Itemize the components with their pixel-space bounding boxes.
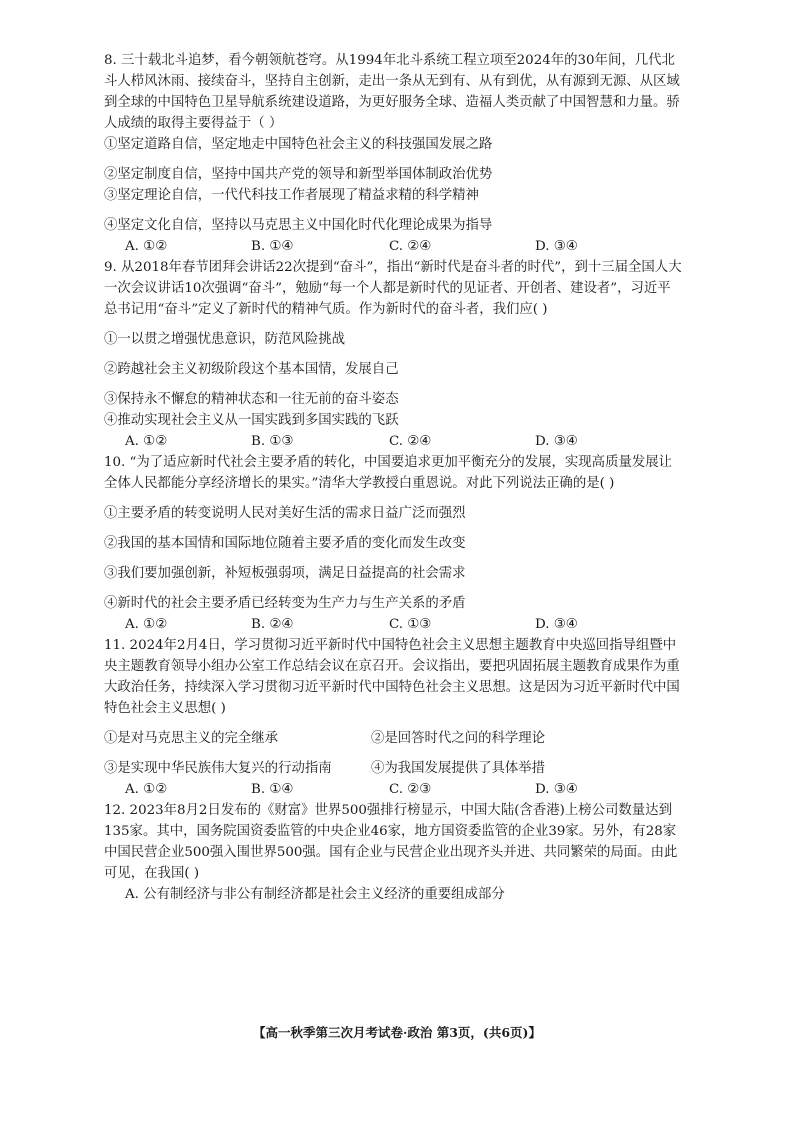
choice-a: A. ①② <box>125 617 168 632</box>
statement-2: ②跨越社会主义初级阶段这个基本国情，发展自己 <box>104 362 399 377</box>
question-12 <box>104 800 684 905</box>
question-10 <box>104 452 684 635</box>
statement-1: ①主要矛盾的转变说明人民对美好生活的需求日益广泛而强烈 <box>104 506 466 521</box>
choice-b: B. ②④ <box>251 617 294 632</box>
question-stem: 9. 从2018年春节团拜会讲话22次提到“奋斗”，指出“新时代是奋斗者的时代”，到十三届全国人大一次会议讲话10次强调“奋斗”，勉励“每一个人都是新时代的见证者、开创者、建设者”，习近平总书记用“奋斗”定义了新时代的精神气质。作为新时代的奋斗者，我们应( ) <box>104 260 682 317</box>
statement-3: ③保持永不懈怠的精神状态和一往无前的奋斗姿态 <box>104 392 399 407</box>
statement-row-1 <box>104 728 684 749</box>
question-9 <box>104 257 684 452</box>
question-stem: 10. “为了适应新时代社会主要矛盾的转化，中国要追求更加平衡充分的发展，实现高质量发展让全体人民都能分享经济增长的果实。”清华大学教授白重恩说。对此下列说法正确的是( ) <box>104 455 673 491</box>
choice-b: B. ①④ <box>251 239 294 254</box>
question-11 <box>104 635 684 800</box>
choice-c: C. ②④ <box>389 239 432 254</box>
statement-3: ③我们要加强创新，补短板强弱项，满足日益提高的社会需求 <box>104 566 466 581</box>
answer-choices <box>125 236 684 257</box>
statement-1: ①一以贯之增强忧患意识，防范风险挑战 <box>104 332 346 347</box>
choice-c: C. ②③ <box>389 782 432 797</box>
statement-row-2 <box>104 758 684 779</box>
choice-b: B. ①④ <box>251 782 294 797</box>
statement-4: ④坚定文化自信，坚持以马克思主义中国化时代化理论成果为指导 <box>104 218 493 233</box>
statement-3: ③是实现中华民族伟大复兴的行动指南 <box>104 761 332 776</box>
choice-d: D. ③④ <box>535 239 578 254</box>
answer-choices <box>125 614 684 635</box>
choice-a: A. ①② <box>125 782 168 797</box>
choice-a: A. ①② <box>125 434 168 449</box>
page-footer: 【高一秋季第三次月考试卷·政治 第3页，(共6页)】 <box>253 1025 541 1040</box>
statement-2: ②是回答时代之问的科学理论 <box>371 731 546 746</box>
choice-d: D. ③④ <box>535 434 578 449</box>
statement-4: ④推动实现社会主义从一国实践到多国实践的飞跃 <box>104 413 399 428</box>
choice-c: C. ②④ <box>389 434 432 449</box>
statement-1: ①是对马克思主义的完全继承 <box>104 731 279 746</box>
question-8 <box>104 50 684 257</box>
answer-choices <box>125 779 684 800</box>
choice-c: C. ①③ <box>389 617 432 632</box>
question-list <box>104 50 684 905</box>
question-stem: 12. 2023年8月2日发布的《财富》世界500强排行榜显示，中国大陆(含香港)上榜公司数量达到135家。其中，国务院国资委监管的中央企业46家，地方国资委监管的企业39家。另外，有28家中国民营企业500强入围世界500强。国有企业与民营企业出现齐头并进、共同繁荣的局面。由此可见，在我国( ) <box>104 803 678 881</box>
statement-4: ④为我国发展提供了具体举措 <box>371 761 546 776</box>
choice-a: A. ①② <box>125 239 168 254</box>
statement-2: ②我国的基本国情和国际地位随着主要矛盾的变化而发生改变 <box>104 536 466 551</box>
question-stem: 8. 三十载北斗追梦，看今朝领航苍穹。从1994年北斗系统工程立项至2024年的30年间，几代北斗人栉风沐雨、接续奋斗，坚持自主创新，走出一条从无到有、从有到优，从有源到无源、从区域到全球的中国特色卫星导航系统建设道路，为更好服务全球、造福人类贡献了中国智慧和力量。骄人成绩的取得主要得益于（ ） <box>104 53 680 131</box>
question-stem: 11. 2024年2月4日，学习贯彻习近平新时代中国特色社会主义思想主题教育中央巡回指导组暨中央主题教育领导小组办公室工作总结会议在京召开。会议指出，要把巩固拓展主题教育成果作为重大政治任务，持续深入学习贯彻习近平新时代中国特色社会主义思想。这是因为习近平新时代中国特色社会主义思想( ) <box>104 638 680 716</box>
statement-3: ③坚定理论自信，一代代科技工作者展现了精益求精的科学精神 <box>104 188 479 203</box>
choice-d: D. ③④ <box>535 782 578 797</box>
choice-d: D. ③④ <box>535 617 578 632</box>
choice-a: A. 公有制经济与非公有制经济都是社会主义经济的重要组成部分 <box>125 887 505 902</box>
statement-1: ①坚定道路自信，坚定地走中国特色社会主义的科技强国发展之路 <box>104 137 493 152</box>
choice-b: B. ①③ <box>251 434 294 449</box>
statement-4: ④新时代的社会主要矛盾已经转变为生产力与生产关系的矛盾 <box>104 596 466 611</box>
answer-choices <box>125 431 684 452</box>
statement-2: ②坚定制度自信，坚持中国共产党的领导和新型举国体制政治优势 <box>104 167 493 182</box>
